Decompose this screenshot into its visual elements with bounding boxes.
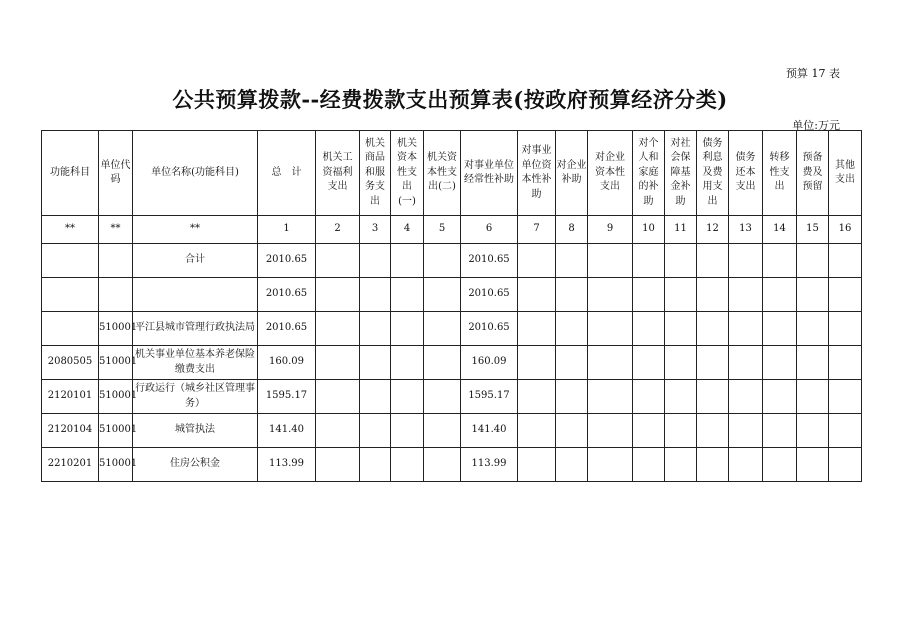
empty-cell [391,380,424,414]
empty-cell [697,244,729,278]
column-header-line: 费及 [802,166,823,178]
unit-name-cell: 平江县城市管理行政执法局 [133,312,258,346]
column-header-line: 对社 [670,137,691,149]
column-header-line: 商品 [365,152,385,164]
column-header [797,131,829,216]
column-header [633,131,665,216]
column-header-line: 金补 [670,181,691,193]
empty-cell [424,448,461,482]
empty-cell [729,244,763,278]
empty-cell [829,448,862,482]
column-header-line: 支出 [327,181,348,193]
column-index: 3 [360,216,391,244]
unit-name-cell [133,278,258,312]
column-header-line: 单位资 [521,159,552,171]
empty-cell [665,278,697,312]
total-cell: 141.40 [258,414,316,448]
empty-cell [588,346,633,380]
column-header-line: 机关 [365,137,385,149]
column-header-line: 用支 [702,181,723,193]
empty-cell [763,312,797,346]
empty-cell [391,346,424,380]
table-row [42,346,862,380]
column-header-line: 预留 [802,181,823,193]
empty-cell [518,448,556,482]
empty-cell [316,244,360,278]
column-header [556,131,588,216]
empty-cell [763,448,797,482]
column-header [518,131,556,216]
column-index-row [42,216,862,244]
empty-cell [633,346,665,380]
total-cell: 2010.65 [258,278,316,312]
empty-cell [360,278,391,312]
empty-cell [665,346,697,380]
empty-cell [518,278,556,312]
total-cell: 2010.65 [258,244,316,278]
column-header-line: 助 [643,195,654,207]
empty-cell [316,346,360,380]
table-row [42,414,862,448]
empty-cell [797,414,829,448]
empty-cell [556,414,588,448]
empty-cell [665,244,697,278]
empty-cell [633,380,665,414]
empty-cell [697,414,729,448]
column-index: 15 [797,216,829,244]
column-header-line: 机关 [397,137,417,149]
institution-subsidy-cell: 160.09 [461,346,518,380]
column-header [829,131,862,216]
empty-cell [633,414,665,448]
unit-code-cell [99,244,133,278]
column-header [763,131,797,216]
column-header-line: 性支 [397,166,417,178]
function-code-cell: 2080505 [42,346,99,380]
empty-cell [556,346,588,380]
empty-cell [697,312,729,346]
column-index: ** [133,216,258,244]
column-header [316,131,360,216]
column-header-line: 和服 [365,166,385,178]
institution-subsidy-cell: 113.99 [461,448,518,482]
column-header-line: 出 [774,181,785,193]
empty-cell [316,380,360,414]
unit-name-cell: 行政运行（城乡社区管理事务） [133,380,258,414]
empty-cell [797,448,829,482]
empty-cell [729,346,763,380]
column-index: 12 [697,216,729,244]
column-header-line: 支出 [735,181,756,193]
column-header-line: 会保 [670,152,691,164]
empty-cell [518,346,556,380]
column-header-line: 机关工 [322,152,353,164]
column-header-line: 家庭 [638,166,659,178]
column-header-line: 利息 [702,152,723,164]
empty-cell [556,312,588,346]
column-header-line: 资本 [397,152,417,164]
function-code-cell: 2210201 [42,448,99,482]
column-header-line: 债务 [735,152,756,164]
empty-cell [316,278,360,312]
column-header [391,131,424,216]
column-header-line: 出(二) [428,181,456,193]
column-index: 5 [424,216,461,244]
empty-cell [391,278,424,312]
table-row [42,380,862,414]
unit-code-cell [99,278,133,312]
column-header [588,131,633,216]
column-header [42,131,99,216]
empty-cell [360,346,391,380]
empty-cell [729,448,763,482]
empty-cell [665,414,697,448]
table-row [42,312,862,346]
empty-cell [697,346,729,380]
function-code-cell: 2120101 [42,380,99,414]
column-index: 11 [665,216,697,244]
column-index: 1 [258,216,316,244]
unit-code-cell: 510001 [99,346,133,380]
column-header-line: 补助 [561,174,582,185]
empty-cell [424,346,461,380]
column-index: 8 [556,216,588,244]
column-header-line: 功能科目 [50,166,90,178]
institution-subsidy-cell: 2010.65 [461,244,518,278]
column-header-line: 支出 [600,181,620,193]
empty-cell [391,448,424,482]
empty-cell [763,346,797,380]
column-header-line: 障基 [670,166,691,178]
column-header-line: 单位名称(功能科目) [151,166,239,178]
column-header-line: 支出 [835,174,855,185]
empty-cell [424,414,461,448]
empty-cell [665,380,697,414]
column-header-line: 出 [370,195,380,207]
empty-cell [665,448,697,482]
empty-cell [797,244,829,278]
column-header-line: 的补 [638,181,659,193]
unit-name-cell: 城管执法 [133,414,258,448]
column-header-line: 资本性 [595,166,625,178]
empty-cell [633,312,665,346]
empty-cell [518,312,556,346]
column-header-line: 本性支 [427,166,457,178]
function-code-cell [42,278,99,312]
column-header-line: 性支 [769,166,790,178]
empty-cell [424,380,461,414]
empty-cell [829,380,862,414]
column-header-line: 资福利 [322,166,353,178]
column-header-line: 其他 [835,159,855,171]
empty-cell [518,414,556,448]
total-cell: 1595.17 [258,380,316,414]
column-header [424,131,461,216]
page-title: 公共预算拨款--经费拨款支出预算表(按政府预算经济分类) [172,87,728,112]
function-code-cell: 2120104 [42,414,99,448]
empty-cell [424,244,461,278]
empty-cell [729,278,763,312]
column-header [360,131,391,216]
empty-cell [518,244,556,278]
column-header-line: 助 [675,195,686,207]
function-code-cell [42,244,99,278]
column-header-line: 还本 [735,166,756,178]
column-header-line: 债务 [702,137,723,149]
column-header-line: 对事业单位 [464,159,514,171]
column-header-line: 出 [707,195,718,207]
empty-cell [797,312,829,346]
institution-subsidy-cell: 2010.65 [461,312,518,346]
unit-code-cell: 510001 [99,312,133,346]
column-header-line: 人和 [638,152,659,164]
empty-cell [729,312,763,346]
unit-code-cell: 510001 [99,414,133,448]
column-header-line: 及费 [702,166,723,178]
empty-cell [556,244,588,278]
empty-cell [763,278,797,312]
unit-code-cell: 510001 [99,380,133,414]
column-header-line: 出 [402,181,412,193]
column-index: 9 [588,216,633,244]
empty-cell [360,312,391,346]
column-header [258,131,316,216]
empty-cell [391,414,424,448]
function-code-cell [42,312,99,346]
empty-cell [588,380,633,414]
empty-cell [829,278,862,312]
empty-cell [729,414,763,448]
column-index: 16 [829,216,862,244]
unit-code-cell: 510001 [99,448,133,482]
empty-cell [588,448,633,482]
empty-cell [797,278,829,312]
column-index: 7 [518,216,556,244]
empty-cell [556,448,588,482]
column-header-line: 对企业 [556,159,587,171]
empty-cell [556,380,588,414]
empty-cell [424,278,461,312]
empty-cell [763,414,797,448]
empty-cell [391,244,424,278]
column-header-line: 经常性补助 [464,174,514,185]
column-header [133,131,258,216]
column-header-line: 预备 [802,152,823,164]
empty-cell [633,278,665,312]
column-index: 10 [633,216,665,244]
unit-name-cell: 机关事业单位基本养老保险缴费支出 [133,346,258,380]
column-header-line: 转移 [769,152,790,164]
column-header-line: 机关资 [427,152,457,164]
empty-cell [588,278,633,312]
empty-cell [588,312,633,346]
empty-cell [633,448,665,482]
empty-cell [316,312,360,346]
empty-cell [518,380,556,414]
empty-cell [829,414,862,448]
empty-cell [316,414,360,448]
total-cell: 160.09 [258,346,316,380]
column-index: 2 [316,216,360,244]
column-header-line: (一) [398,195,416,207]
empty-cell [588,244,633,278]
empty-cell [797,346,829,380]
column-header-line: 对个 [638,137,659,149]
table-body [42,131,862,482]
column-index: ** [99,216,133,244]
table-row [42,448,862,482]
column-header-line: 单位代 [100,159,131,171]
institution-subsidy-cell: 141.40 [461,414,518,448]
budget-table [41,130,862,482]
column-header-line: 对事业 [521,145,552,156]
empty-cell [633,244,665,278]
empty-cell [697,278,729,312]
header-row [42,131,862,216]
column-index: 13 [729,216,763,244]
empty-cell [360,414,391,448]
empty-cell [316,448,360,482]
unit-name-cell: 合计 [133,244,258,278]
column-header-line: 务支 [365,181,385,193]
empty-cell [588,414,633,448]
empty-cell [829,244,862,278]
column-header [461,131,518,216]
empty-cell [763,244,797,278]
empty-cell [729,380,763,414]
table-row [42,244,862,278]
column-index: 14 [763,216,797,244]
column-header-line: 对企业 [595,152,625,164]
empty-cell [797,380,829,414]
column-header [729,131,763,216]
institution-subsidy-cell: 2010.65 [461,278,518,312]
total-cell: 2010.65 [258,312,316,346]
total-cell: 113.99 [258,448,316,482]
form-number: 预算 17 表 [786,67,840,80]
column-index: 6 [461,216,518,244]
table-row [42,278,862,312]
column-header [665,131,697,216]
column-header-line: 本性补 [521,174,552,185]
empty-cell [360,448,391,482]
column-header-line: 助 [531,188,542,200]
column-header-line: 码 [110,174,121,185]
column-index: ** [42,216,99,244]
column-header-line: 总 计 [271,166,302,178]
column-index: 4 [391,216,424,244]
empty-cell [829,312,862,346]
empty-cell [360,380,391,414]
empty-cell [424,312,461,346]
empty-cell [360,244,391,278]
empty-cell [556,278,588,312]
column-header [697,131,729,216]
empty-cell [665,312,697,346]
institution-subsidy-cell: 1595.17 [461,380,518,414]
empty-cell [697,380,729,414]
empty-cell [697,448,729,482]
unit-label: 单位:万元 [792,119,840,132]
empty-cell [391,312,424,346]
column-header [99,131,133,216]
empty-cell [763,380,797,414]
unit-name-cell: 住房公积金 [133,448,258,482]
empty-cell [829,346,862,380]
